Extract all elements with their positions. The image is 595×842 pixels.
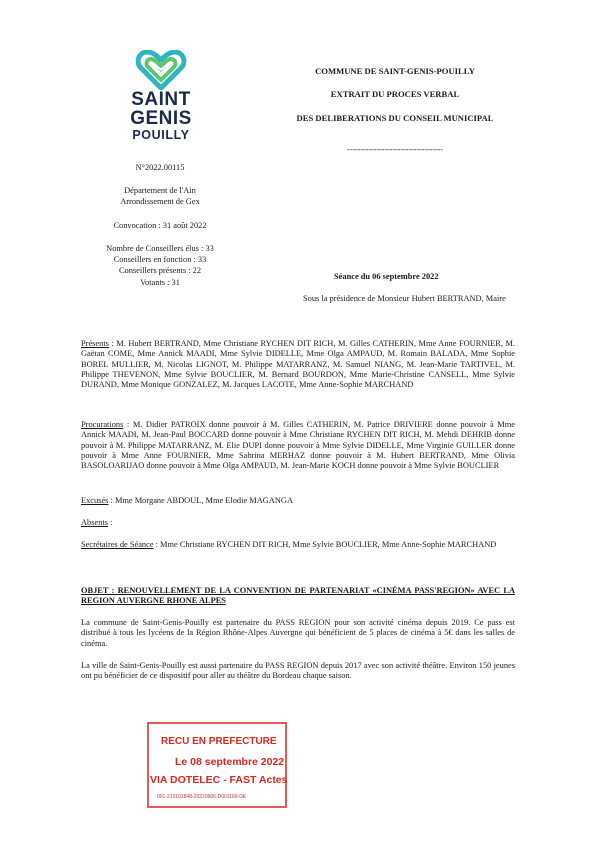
header-commune: COMMUNE DE SAINT-GENIS-POUILLY [315,66,475,76]
header-deliberations: DES DELIBERATIONS DU CONSEIL MUNICIPAL [296,113,494,123]
stamp-reference: 001-210101848-20220906-D001169-DE [157,794,247,800]
seance-presidence: Sous la présidence de Monsieur Hubert BERTRAND, Maire [303,294,506,303]
secretaires-paragraph [81,540,515,550]
presents-text: : M. Hubert BERTRAND, Mme Christiane RYCHEN DIT RICH, M. Gilles CATHERIN, Mme Anne FOURNIER, M. Gaëtan COME, Mme Annick MAADI, Mme Sylvie DIDELLE, Mme Olga AMPAUD, M. Romain BALADA, Mme Sophie BOREL MULLIER, M. Nicolas LIGNOT, M. Philippe MATARRANZ, M. Samuel NIANG, M. Jean-Marie TARTIVEL, M. Philippe THEVENON, Mme Sylvie BOUCLIER, M. Bernard BOURDON, Mme Marie-Christine CANSELL, Mme Sylvie DURAND, Mme Monique GONZALEZ, M. Jacques LACOTE, Mme Anne-Sophie MARCHAND [81,339,515,390]
conseillers-fonction: Conseillers en fonction : 33 [113,255,207,264]
objet-paragraph [81,586,515,607]
procurations-label: Procurations [81,420,124,429]
excuses-paragraph [81,496,515,506]
logo-line-genis: GENIS [130,108,192,129]
procurations-text: : M. Didier PATROIX donne pouvoir à M. Gilles CATHERIN, M. Patrice DRIVIERE donne pouvoir à Mme Annick MAADI, M. Jean-Paul BOCCARD donne pouvoir à Mme Christiane RYCHEN DIT RICH, M. Mehdi DEHRIB donne pouvoir à M. Philippe MATARRANZ, M. Elie DUPI donne pouvoir à Mme Sylvie DIDELLE, Mme Virginie GUILLER donne pouvoir à Mme Anne FOURNIER, Mme Sabrina MERHAZ donne pouvoir à M. Hubert BERTRAND, Mme Olivia BASOLOARIJAO donne pouvoir à Mme Olga AMPAUD, M. Jean-Marie KOCH donne pouvoir à Mme Sylvie BOUCLIER [81,420,515,471]
secretaires-label: Secrétaires de Séance [81,540,154,549]
conseillers-elus: Nombre de Conseillers élus : 33 [106,244,214,253]
convocation: Convocation : 31 août 2022 [113,221,207,230]
header-dashes: ------------------------------------ [347,145,443,154]
presents-paragraph [81,339,515,390]
header-extract: EXTRAIT DU PROCES VERBAL [330,89,460,99]
absents-label: Absents [81,518,108,527]
paragraph-cinema: La commune de Saint-Genis-Pouilly est partenaire du PASS REGION pour son activité cinéma depuis 2019. Ce pass est distribué à tous les lycéens de la Région Rhône-Alpes Auvergne qui bénéficient de 5 places de cinéma à 5€ dans les salles de cinéma. [81,618,515,648]
stamp-date: Le 08 septembre 2022 [175,756,285,768]
deliberation-number: N°2022.00115 [135,163,185,172]
stamp-received: RECU EN PREFECTURE [161,736,277,747]
procurations-paragraph [81,420,515,471]
logo-line-pouilly: POUILLY [132,128,190,142]
presents-label: Présents [81,339,109,348]
arrondissement: Arrondissement de Gex [120,197,200,206]
excuses-label: Excusés [81,496,109,505]
secretaires-text: : Mme Christiane RYCHEN DIT RICH, Mme Sylvie BOUCLIER, Mme Anne-Sophie MARCHAND [153,540,497,549]
conseillers-presents: Conseillers présents : 22 [118,266,202,275]
paragraph-theatre: La ville de Saint-Genis-Pouilly est aussi partenaire du PASS REGION depuis 2017 avec son activité théâtre. Environ 150 jeunes ont pu bénéficier de ce dispositif pour aller au théâtre du Bordeau chaque saison. [81,661,515,681]
heart-logo-icon [135,50,187,90]
excuses-text: : Mme Morgane ABDOUL, Mme Elodie MAGANGA [108,496,293,505]
prefecture-stamp [147,722,287,808]
votants: Votants : 31 [140,278,180,287]
commune-logo [118,50,204,142]
seance-title: Séance du 06 septembre 2022 [334,272,439,281]
objet-text: RENOUVELLEMENT DE LA CONVENTION DE PARTENARIAT «CINÉMA PASS'REGION» AVEC LA REGION AUVERGNE RHONE ALPES [81,586,515,606]
logo-line-saint: SAINT [131,89,191,110]
absents-text: : [108,518,113,527]
departement: Département de l'Ain [124,186,196,195]
absents-paragraph [81,518,515,528]
stamp-via: VIA DOTELEC - FAST Actes [150,774,288,786]
objet-label: OBJET : [81,586,115,595]
